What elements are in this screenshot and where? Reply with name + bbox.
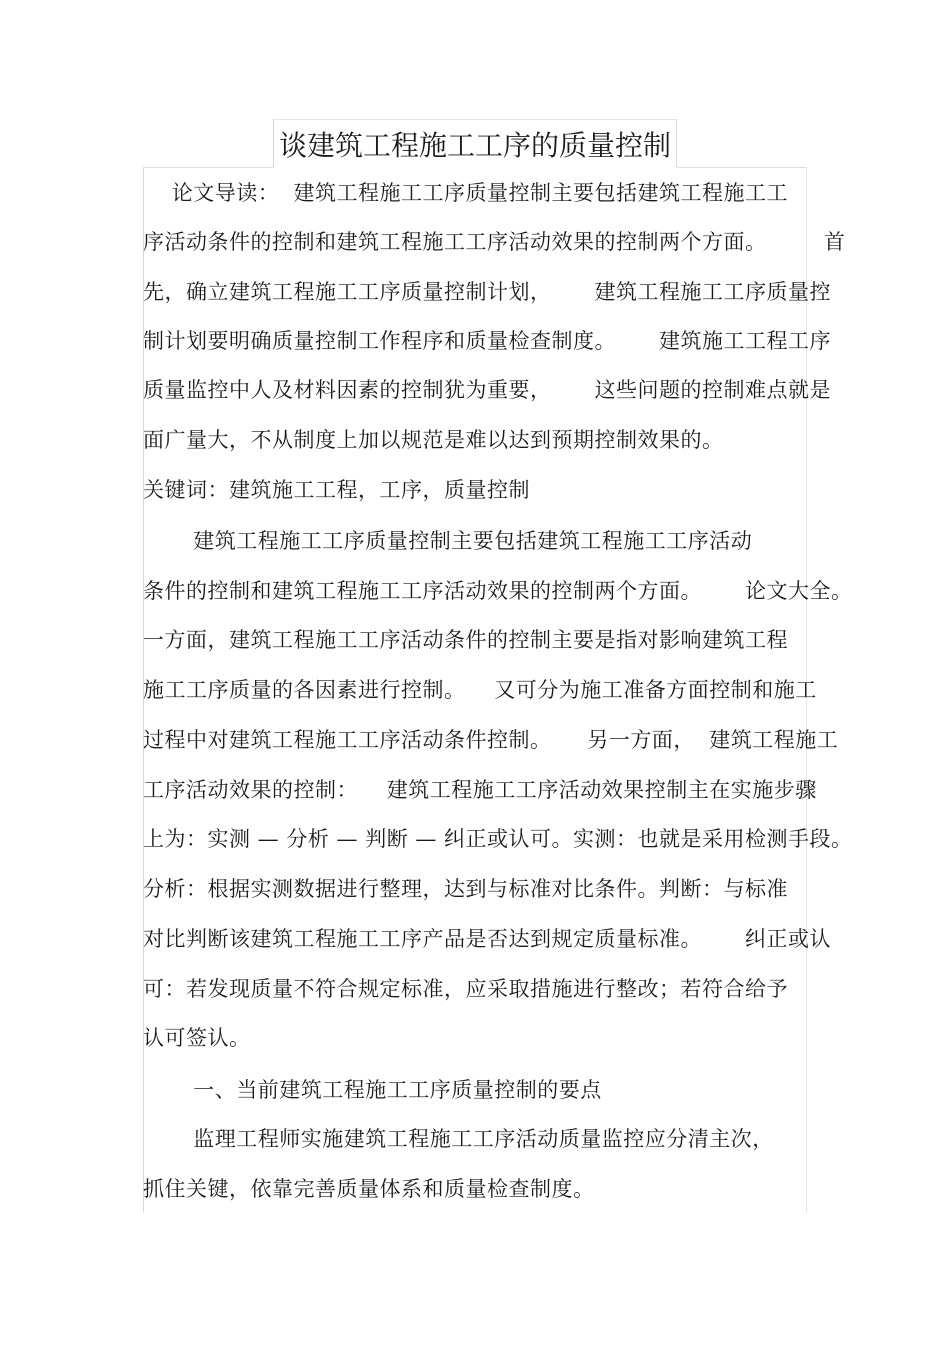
abstract-line-4: 制计划要明确质量控制工作程序和质量检查制度。 建筑施工工程工序 — [143, 329, 832, 353]
body-line-9: 对比判断该建筑工程施工工序产品是否达到规定质量标准。 纠正或认 — [143, 927, 832, 951]
body-line-8: 分析：根据实测数据进行整理，达到与标准对比条件。判断：与标准 — [143, 877, 788, 901]
document-title: 谈建筑工程施工工序的质量控制 — [278, 129, 671, 162]
abstract-line-2: 序活动条件的控制和建筑工程施工工序活动效果的控制两个方面。 首 — [143, 230, 846, 254]
body-line-13: 抓住关键，依靠完善质量体系和质量检查制度。 — [143, 1177, 595, 1201]
body-line-4: 施工工序质量的各因素进行控制。 又可分为施工准备方面控制和施工 — [143, 678, 817, 702]
body-line-6: 工序活动效果的控制： 建筑工程施工工序活动效果控制主在实施步骤 — [143, 778, 817, 802]
body-line-1: 建筑工程施工工序质量控制主要包括建筑工程施工工序活动 — [143, 529, 753, 553]
body-line-10: 可：若发现质量不符合规定标准，应采取措施进行整改；若符合给予 — [143, 977, 788, 1001]
abstract-line-1: 论文导读： 建筑工程施工工序质量控制主要包括建筑工程施工工 — [143, 181, 789, 205]
body-line-11: 认可签认。 — [143, 1026, 251, 1050]
body-line-12: 监理工程师实施建筑工程施工工序活动质量监控应分清主次， — [143, 1127, 774, 1151]
keywords-line: 关键词：建筑施工工程，工序，质量控制 — [143, 478, 530, 502]
section-heading-1: 一、当前建筑工程施工工序质量控制的要点 — [143, 1078, 602, 1102]
abstract-line-5: 质量监控中人及材料因素的控制犹为重要， 这些问题的控制难点就是 — [143, 378, 832, 402]
body-line-2: 条件的控制和建筑工程施工工序活动效果的控制两个方面。 论文大全。 — [143, 579, 853, 603]
body-line-5: 过程中对建筑工程施工工序活动条件控制。 另一方面， 建筑工程施工 — [143, 728, 839, 752]
page-frame-top-right — [677, 167, 807, 168]
body-line-7: 上为：实测 — 分析 — 判断 — 纠正或认可。实测：也就是采用检测手段。 — [143, 827, 853, 851]
abstract-line-6: 面广量大，不从制度上加以规范是难以达到预期控制效果的。 — [143, 428, 724, 452]
page-frame-top-left — [143, 167, 274, 168]
abstract-line-3: 先，确立建筑工程施工工序质量控制计划， 建筑工程施工工序质量控 — [143, 280, 832, 304]
body-line-3: 一方面，建筑工程施工工序活动条件的控制主要是指对影响建筑工程 — [143, 628, 788, 652]
